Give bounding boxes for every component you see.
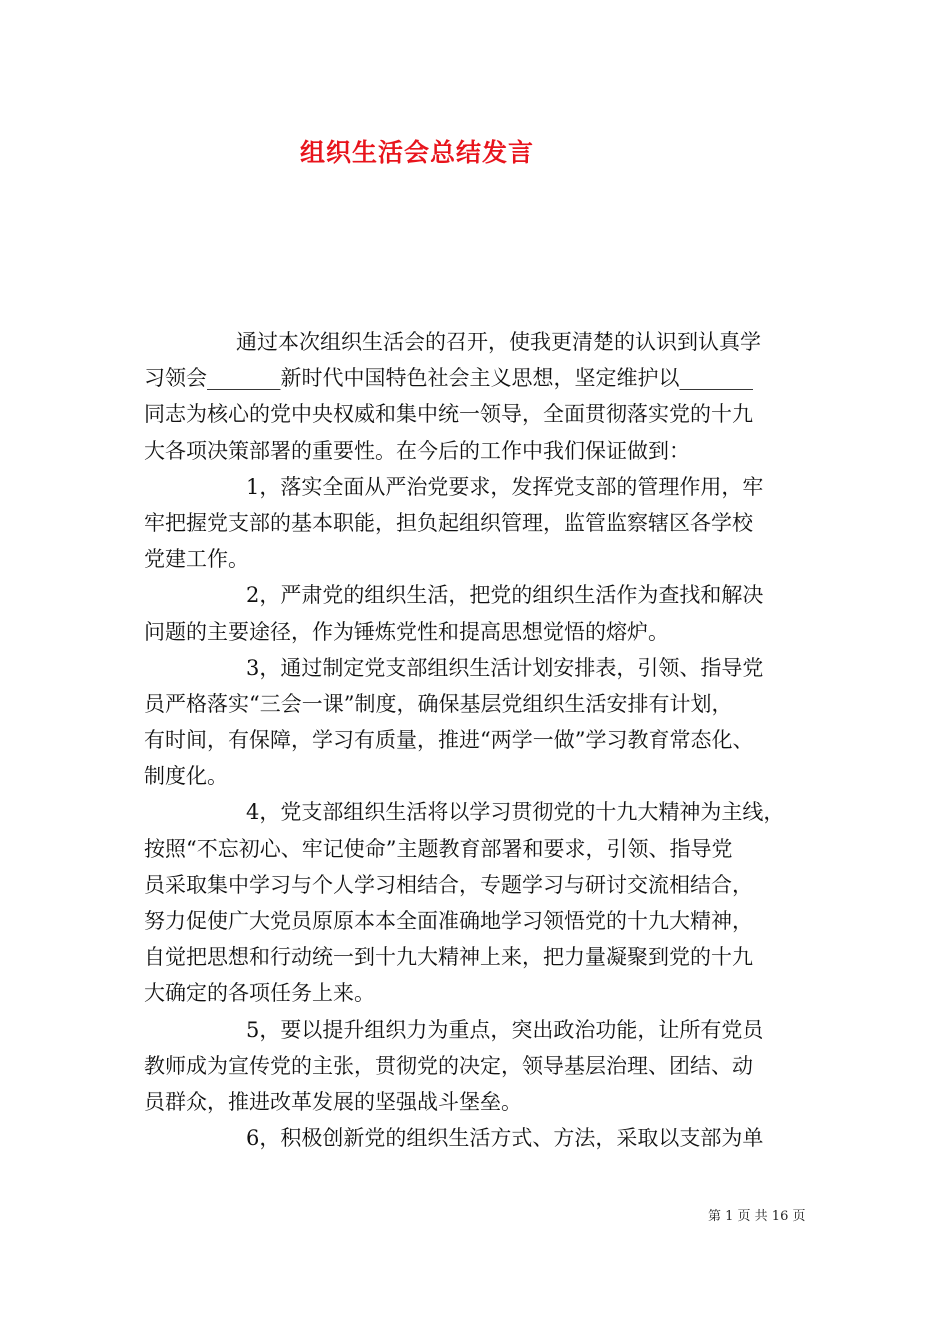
text-line: 问题的主要途径，作为锤炼党性和提高思想觉悟的熔炉。: [144, 619, 669, 644]
text-line: 员群众，推进改革发展的坚强战斗堡垒。: [144, 1089, 522, 1114]
text-line: 5，要以提升组织力为重点，突出政治功能，让所有党员: [246, 1017, 764, 1042]
text-line: 教师成为宣传党的主张，贯彻党的决定，领导基层治理、团结、动: [144, 1053, 753, 1078]
text-line: 员采取集中学习与个人学习相结合，专题学习与研讨交流相结合，: [144, 872, 753, 897]
text-line: 4，党支部组织生活将以学习贯彻党的十九大精神为主线，: [246, 800, 785, 825]
text-line: 努力促使广大党员原原本本全面准确地学习领悟党的十九大精神，: [144, 909, 753, 933]
text-line: 有时间，有保障，学习有质量，推进“两学一做”学习教育常态化、: [144, 728, 754, 753]
text-line: 同志为核心的党中央权威和集中统一领导，全面贯彻落实党的十九: [144, 402, 753, 427]
text-line: 制度化。: [144, 764, 228, 789]
text-line: 通过本次组织生活会的召开，使我更清楚的认识到认真学: [236, 330, 761, 354]
text-line: 员严格落实“三会一课”制度，确保基层党组织生活安排有计划，: [144, 691, 733, 716]
text-line: 按照“不忘初心、牢记使命”主题教育部署和要求，引领、指导党: [144, 836, 733, 861]
text-line: 3，通过制定党支部组织生活计划安排表，引领、指导党: [246, 655, 764, 680]
document-body: [144, 324, 814, 1156]
text-line: 大确定的各项任务上来。: [144, 981, 375, 1006]
text-line: 2，严肃党的组织生活，把党的组织生活作为查找和解决: [246, 583, 764, 608]
page-footer: 第 1 页 共 16 页: [708, 1209, 806, 1224]
text-line: 6，积极创新党的组织生活方式、方法，采取以支部为单: [246, 1126, 764, 1151]
text-line: 1，落实全面从严治党要求，发挥党支部的管理作用，牢: [246, 474, 764, 499]
text-line: 大各项决策部署的重要性。在今后的工作中我们保证做到：: [144, 438, 690, 463]
text-line: 习领会_______新时代中国特色社会主义思想，坚定维护以_______: [144, 366, 753, 391]
text-line: 牢把握党支部的基本职能，担负起组织管理，监管监察辖区各学校: [144, 510, 753, 535]
text-line: 党建工作。: [144, 547, 249, 572]
document-title: 组织生活会总结发言: [300, 138, 535, 167]
text-line: 自觉把思想和行动统一到十九大精神上来，把力量凝聚到党的十九: [144, 945, 753, 970]
